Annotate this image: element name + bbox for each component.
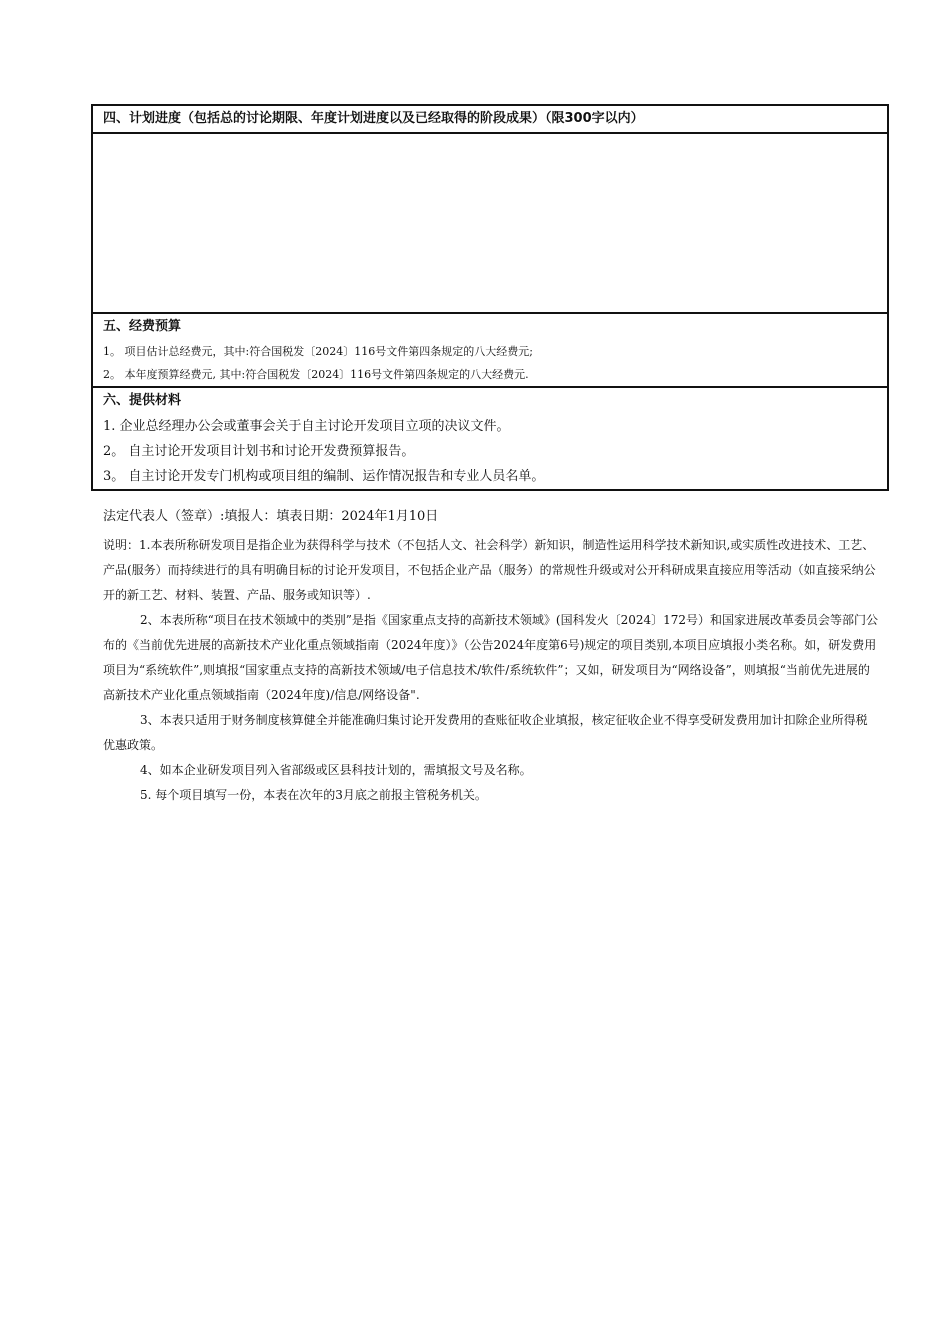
form-footer [103, 506, 879, 808]
section4-heading: 四、计划进度（包括总的讨论期限、年度计划进度以及已经取得的阶段成果）（限300字以内） [92, 105, 888, 133]
section5-line-1: 1。 项目估计总经费元，其中:符合国税发〔2024〕116号文件第四条规定的八大经费元; [103, 345, 533, 358]
section6-line-1: 1. 企业总经理办公会或董事会关于自主讨论开发项目立项的决议文件。 [103, 419, 510, 434]
section5-cell [92, 313, 888, 387]
note-1: 说明：1.本表所称研发项目是指企业为获得科学与技术（不包括人文、社会科学）新知识，制造性运用科学技术新知识,或实质性改进技术、工艺、产品(服务）而持续进行的具有明确目标的讨论开发项目，不包括企业产品（服务）的常规性升级或对公开科研成果直接应用等活动（如直接采纳公开的新工艺、材料、装置、产品、服务或知识等）. [103, 538, 876, 602]
section6-line-2: 2。 自主讨论开发项目计划书和讨论开发费预算报告。 [103, 444, 415, 459]
signature-line: 法定代表人（签章）:填报人：填表日期：2024年1月10日 [103, 509, 439, 524]
section6-cell [92, 387, 888, 490]
section5-line-2: 2。 本年度预算经费元, 其中:符合国税发〔2024〕116号文件第四条规定的八大经费元. [103, 368, 529, 381]
note-3: 3、本表只适用于财务制度核算健全并能准确归集讨论开发费用的查账征收企业填报，核定征收企业不得享受研发费用加计扣除企业所得税优惠政策。 [103, 713, 868, 752]
section4-content-area[interactable] [92, 133, 888, 313]
note-4: 4、如本企业研发项目列入省部级或区县科技计划的，需填报文号及名称。 [140, 763, 532, 777]
section6-heading: 六、提供材料 [103, 393, 182, 408]
project-form-table [91, 104, 889, 491]
note-2: 2、本表所称“项目在技术领域中的类别”是指《国家重点支持的高新技术领域》(国科发火〔2024〕172号）和国家进展改革委员会等部门公布的《当前优先进展的高新技术产业化重点领域指南（2024年度）》（公告2024年度第6号)规定的项目类别,本项目应填报小类名称。如，研发费用项目为“系统软件”,则填报“国家重点支持的高新技术领域/电子信息技术/软件/系统软件”；又如，研发项目为“网络设备”，则填报“当前优先进展的高新技术产业化重点领域指南（2024年度)/信息/网络设备". [103, 613, 879, 702]
section6-line-3: 3。 自主讨论开发专门机构或项目组的编制、运作情况报告和专业人员名单。 [103, 469, 545, 484]
note-5: 5. 每个项目填写一份，本表在次年的3月底之前报主管税务机关。 [140, 788, 487, 802]
section5-heading: 五、经费预算 [103, 319, 182, 334]
